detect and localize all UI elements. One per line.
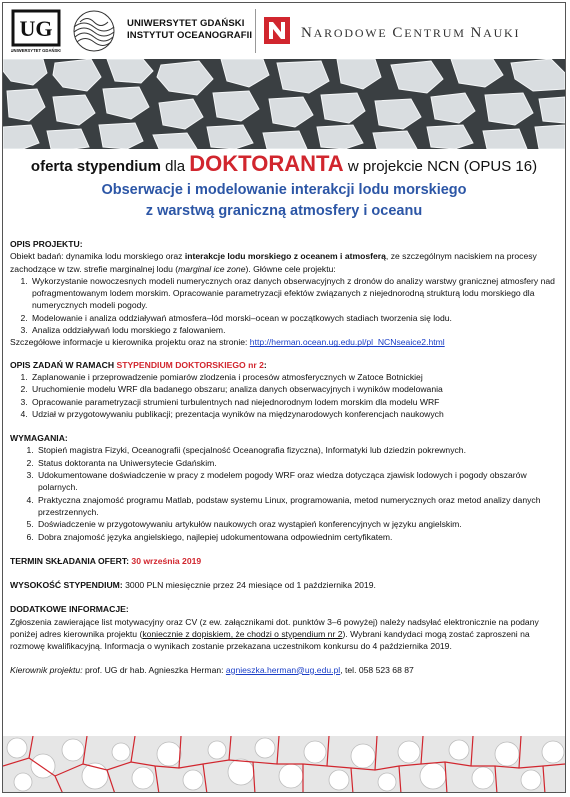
title-part2: dla — [160, 158, 190, 175]
svg-text:UG: UG — [19, 16, 53, 41]
opis-intro-italic: marginal ice zone — [178, 263, 246, 274]
opis-intro — [10, 250, 556, 275]
section-heading-zadania — [10, 359, 556, 371]
wymagania-list — [10, 444, 556, 542]
deadline-line — [10, 555, 556, 567]
list-item: 1. Wykorzystanie nowoczesnych modeli numerycznych oraz danych obserwacyjnych z dronów do analizy warstwy granicznej atmosfery nad pofragmentowanym lodem morskim. Opracowanie parametryzacji efektów związanych z niejednorodną strukturą lodu morskiego dla numerycznych modeli pogody. — [30, 275, 556, 312]
opis-intro-text: Obiekt badań: dynamika lodu morskiego oraz — [10, 251, 185, 262]
zadania-heading-highlight: STYPENDIUM DOKTORSKIEGO nr 2 — [116, 359, 264, 370]
sea-ice-photo-banner — [3, 59, 565, 149]
title-highlight: DOKTORANTA — [189, 151, 344, 176]
institute-of-oceanography-logo — [67, 9, 121, 53]
opis-goals-list — [10, 275, 556, 336]
list-item: 2. Uruchomienie modelu WRF dla badanego obszaru; analiza danych obserwacyjnych i wyników modelowania — [30, 383, 556, 395]
ncn-logo — [264, 17, 290, 44]
section-heading-wymagania: WYMAGANIA: — [10, 433, 68, 444]
list-item: 2. Modelowanie i analiza oddziaływań atmosfera–lód morski–ocean w początkowych stadiach tworzenia się lodu. — [30, 312, 556, 324]
ncn-word: ENTRUM — [404, 26, 466, 40]
ncn-letter: N — [301, 25, 314, 41]
additional-info — [10, 616, 556, 653]
flyer-page — [2, 2, 566, 793]
title-part3: w projekcie NCN (OPUS 16) — [343, 158, 538, 175]
ncn-letter: C — [392, 25, 405, 41]
university-of-gdansk-logo — [11, 9, 61, 55]
header-divider — [255, 9, 256, 53]
header — [3, 3, 565, 59]
project-title — [3, 180, 565, 222]
offer-content — [10, 238, 556, 676]
list-item: 5. Doświadczenie w przygotowywaniu artykułów naukowych oraz wystąpień konferencyjnych w języku angielskim. — [36, 518, 556, 530]
list-item: 6. Dobra znajomość języka angielskiego, najlepiej udokumentowana odpowiednim certyfikatem. — [36, 531, 556, 543]
project-page-link[interactable]: http://herman.ocean.ug.edu.pl/pl_NCNseaice2.html — [249, 337, 445, 348]
ncn-letter: N — [470, 25, 484, 41]
stipend-value: 3000 PLN miesięcznie przez 24 miesiące od 1 października 2019. — [122, 580, 376, 591]
stipend-label: WYSOKOŚĆ STYPENDIUM: — [10, 580, 123, 591]
project-leader-name: prof. UG dr hab. Agnieszka Herman: — [82, 664, 226, 675]
zadania-heading-text: : — [263, 359, 267, 370]
project-leader-phone: , tel. 058 523 68 87 — [340, 664, 414, 675]
project-leader-line — [10, 664, 556, 676]
project-title-line2: z warstwą graniczną atmosfery i oceanu — [145, 203, 423, 219]
list-item: 4. Praktyczna znajomość programu Matlab, podstaw systemu Linux, programowania, metod numerycznych oraz metod analizy danych przestrzennych. — [36, 494, 556, 519]
list-item: 1. Stopień magistra Fizyki, Oceanografii (specjalność Oceanografia fizyczna), Informatyki lub dziedzin pokrewnych. — [36, 444, 556, 456]
ncn-name — [301, 25, 520, 42]
ice-network-graphic — [3, 736, 565, 793]
university-name — [127, 18, 252, 42]
opis-intro-text: ). Główne cele projektu: — [245, 263, 336, 274]
additional-info-text: Zgłoszenia zawierające list motywacyjny oraz CV (z ew. załącznikami dot. punktów 3–6 powyżej) należy nadsyłać elektronicznie na podany poniżej adres kierownika projektu ( — [10, 616, 539, 640]
more-info-line — [10, 336, 556, 348]
deadline-label: TERMIN SKŁADANIA OFERT: — [10, 555, 132, 566]
list-item: 3. Opracowanie parametryzacji strumieni turbulentnych nad niejednorodnym lodem morskim dla modelu WRF — [30, 396, 556, 408]
title-part1: oferta stypendium — [30, 158, 161, 175]
project-title-line1: Obserwacje i modelowanie interakcji lodu morskiego — [101, 182, 467, 198]
zadania-heading-text: OPIS ZADAŃ W RAMACH — [10, 359, 117, 370]
list-item: 1. Zaplanowanie i przeprowadzenie pomiarów zlodzenia i procesów atmosferycznych w Zatoce Botnickiej — [30, 371, 556, 383]
section-heading-opis: OPIS PROJEKTU: — [10, 239, 83, 249]
list-item: 2. Status doktoranta na Uniwersytecie Gdańskim. — [36, 457, 556, 469]
section-heading-dodatkowe: DODATKOWE INFORMACJE: — [10, 604, 129, 615]
ug-logo-text: UNIWERSYTET GDAŃSKI — [11, 48, 61, 53]
university-name-line: UNIWERSYTET GDAŃSKI — [127, 18, 245, 29]
more-info-text: Szczegółowe informacje u kierownika projektu oraz na stronie: — [10, 337, 250, 348]
additional-info-text: ). Wybrani kandydaci mogą zostać zaproszeni na rozmowę kwalifikacyjną. Informacja o wynikach zostanie przekazana uczestnikom konkursu do 4 października 2019. — [10, 629, 530, 652]
list-item: 4. Udział w przygotowywaniu publikacji; prezentacja wyników na międzynarodowych konferencjach naukowych — [30, 408, 556, 420]
list-item: 3. Analiza oddziaływań lodu morskiego z falowaniem. — [30, 324, 556, 336]
stipend-line — [10, 579, 556, 591]
opis-intro-bold: interakcje lodu morskiego z oceanem i atmosferą — [184, 251, 386, 262]
opis-intro-text: , ze szczególnym naciskiem na procesy zachodzące w tzw. strefie marginalnej lodu ( — [10, 251, 537, 274]
offer-title — [3, 151, 565, 177]
deadline-value: 30 września 2019 — [131, 555, 202, 566]
zadania-list — [10, 371, 556, 420]
list-item: 3. Udokumentowane doświadczenie w pracy z modelem pogody WRF oraz wiedza dotycząca zjawisk lodowych i pogody obszarów polarnych. — [36, 469, 556, 494]
project-leader-email-link[interactable]: agnieszka.herman@ug.edu.pl — [225, 664, 341, 675]
institute-name-line: INSTYTUT OCEANOGRAFII — [127, 30, 253, 41]
project-leader-label: Kierownik projektu: — [10, 664, 83, 675]
ncn-word: ARODOWE — [313, 26, 388, 40]
ncn-word: AUKI — [483, 26, 521, 40]
additional-info-underlined: koniecznie z dopiskiem, że chodzi o stypendium nr 2 — [142, 629, 343, 640]
